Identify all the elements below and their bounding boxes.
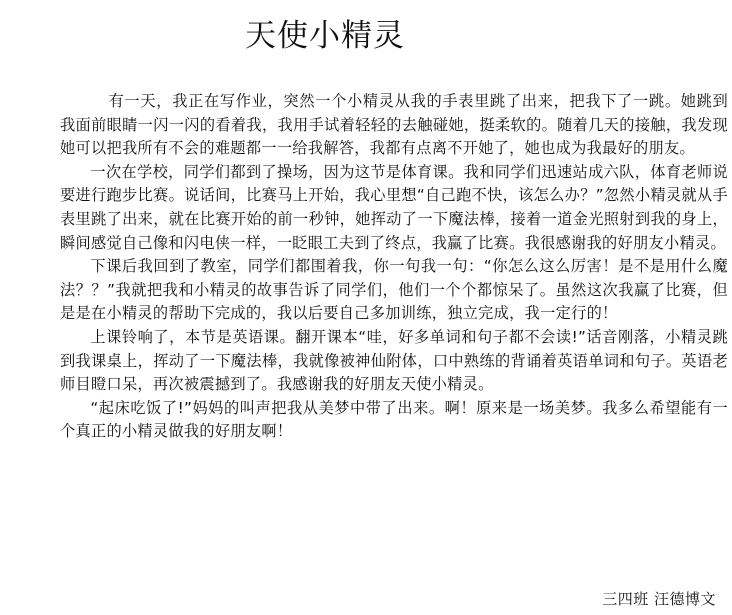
essay-title: 天使小精灵 (245, 18, 405, 54)
paragraph-2: 一次在学校，同学们都到了操场，因为这节是体育课。我和同学们迅速站成六队，体育老师说要进行跑步比赛。说话间，比赛马上开始，我心里想“自己跑不快，该怎么办？”忽然小精灵就从手表里跳了出来，就在比赛开始的前一秒钟，她挥动了一下魔法棒，接着一道金光照射到我的身上，瞬间感觉自己像和闪电侠一样，一眨眼工夫到了终点，我赢了比赛。我很感谢我的好朋友小精灵。 (60, 162, 728, 252)
paragraph-4: 上课铃响了，本节是英语课。翻开课本“哇，好多单词和句子都不会读!”话音刚落，小精灵跳到我课桌上，挥动了一下魔法棒，我就像被神仙附体，口中熟练的背诵着英语单词和句子。英语老师目瞪口呆，再次被震撼到了。我感谢我的好朋友天使小精灵。 (60, 327, 728, 394)
author-signature: 三四班 汪德博文 (602, 590, 716, 608)
paragraph-5: “起床吃饭了!”妈妈的叫声把我从美梦中带了出来。啊！原来是一场美梦。我多么希望能有一个真正的小精灵做我的好朋友啊！ (60, 398, 728, 441)
essay-body (60, 90, 728, 444)
paragraph-3: 下课后我回到了教室，同学们都围着我，你一句我一句：“你怎么这么厉害！是不是用什么魔法？？”我就把我和小精灵的故事告诉了同学们，他们一个个都惊呆了。虽然这次我赢了比赛，但是是在小精灵的帮助下完成的，我以后要自己多加训练，独立完成，我一定行的！ (60, 257, 728, 323)
paragraph-1: 有一天，我正在写作业，突然一个小精灵从我的手表里跳了出来，把我下了一跳。她跳到我面前眼睛一闪一闪的看着我，我用手试着轻轻的去触碰她，挺柔软的。随着几天的接触，我发现她可以把我所有不会的难题都一一给我解答，我都有点离不开她了，她也成为我最好的朋友。 (60, 92, 728, 158)
